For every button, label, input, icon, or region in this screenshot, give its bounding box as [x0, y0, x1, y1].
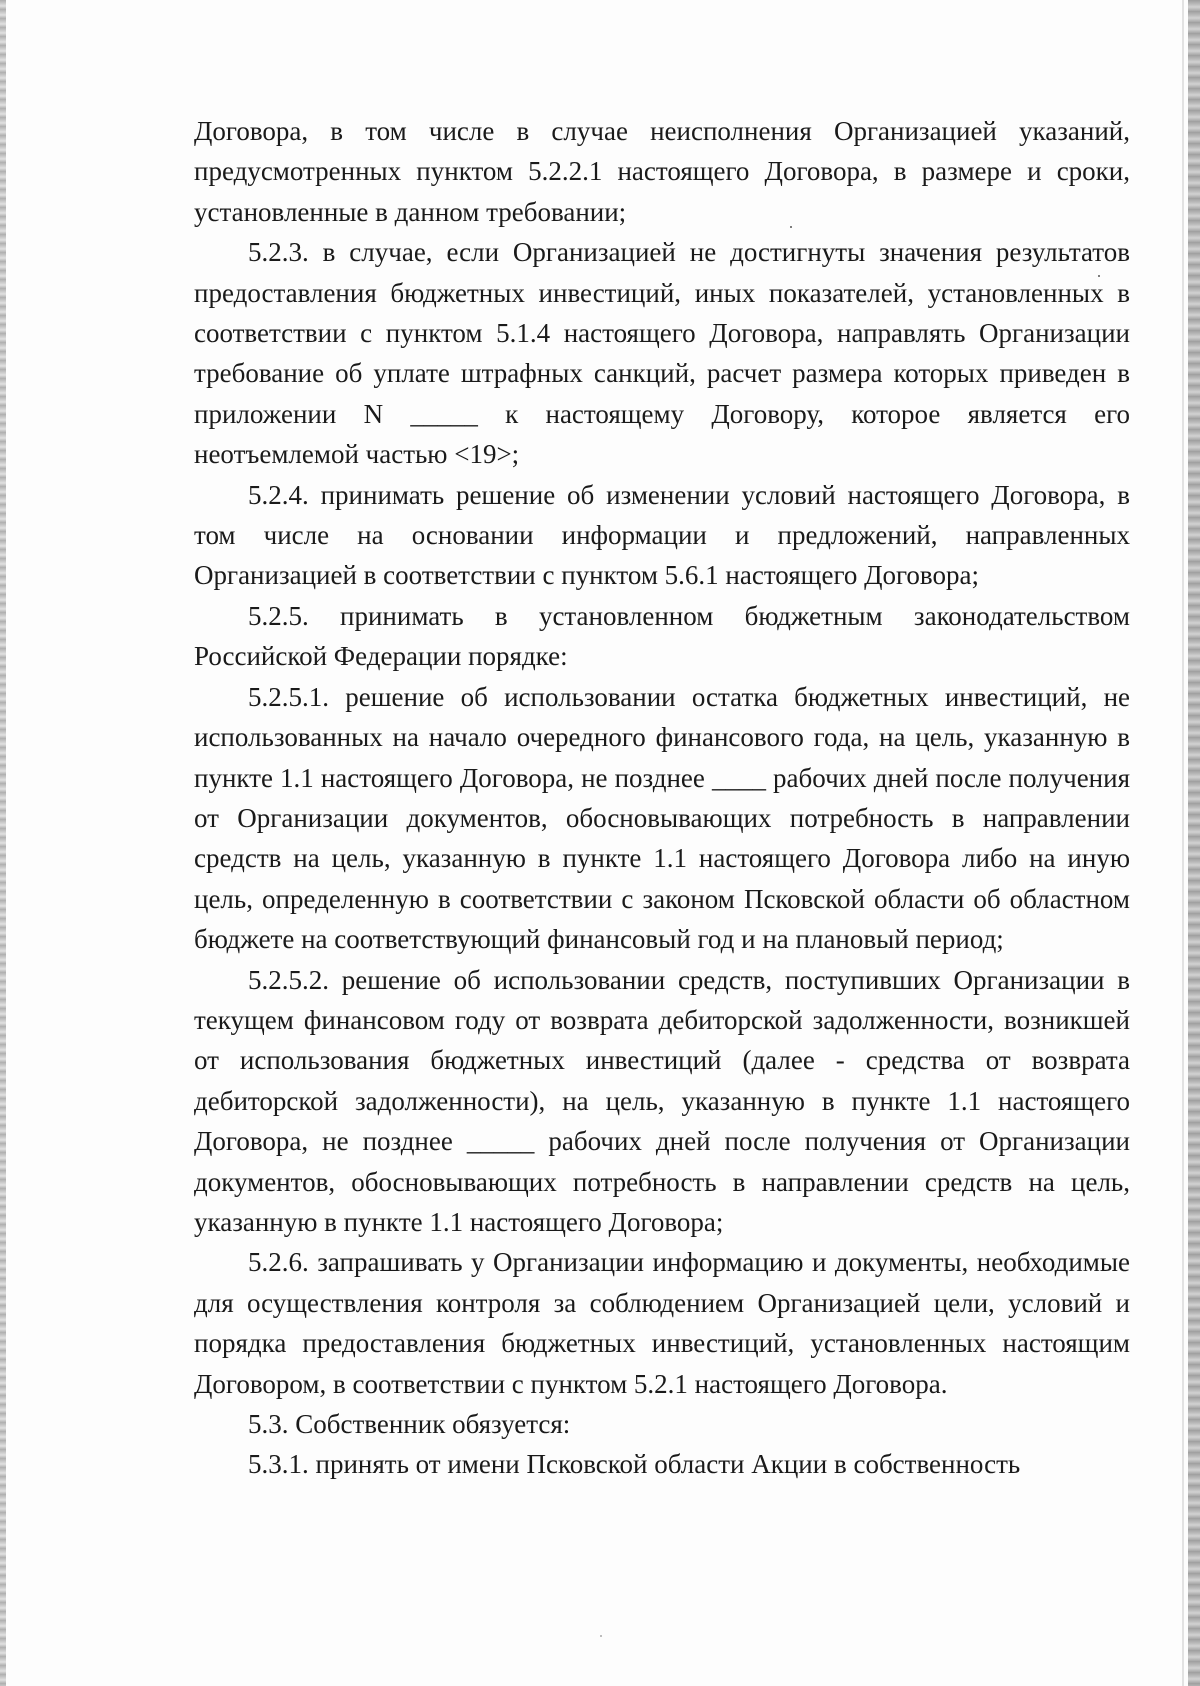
scan-edge-right: [1188, 0, 1200, 1686]
paragraph-5-2-6: 5.2.6. запрашивать у Организации информацию и документы, необходимые для осуществления контроля за соблюдением Организацией цели, условий и порядка предоставления бюджетных инвестиций, установленных настоящим Договором, в соответствии с пунктом 5.2.1 настоящего Договора.: [194, 1247, 1130, 1399]
paragraph-5-3-1: 5.3.1. принять от имени Псковской области Акции в собственность: [248, 1449, 1021, 1480]
scan-speck: [790, 226, 792, 228]
paragraph-5-2-4: 5.2.4. принимать решение об изменении условий настоящего Договора, в том числе на основании информации и предложений, направленных Организацией в соответствии с пунктом 5.6.1 настоящего Договора;: [194, 479, 1130, 591]
paragraph-5-2-5-1: 5.2.5.1. решение об использовании остатка бюджетных инвестиций, не использованных на начало очередного финансового года, на цель, указанную в пункте 1.1 настоящего Договора, не позднее ____ рабочих дней после получения от Организации документов, обосновывающих потребность в направлении средств на цель, указанную в пункте 1.1 настоящего Договора либо на иную цель, определенную в соответствии с законом Псковской области об областном бюджете на соответствующий финансовый год и на плановый период;: [194, 681, 1130, 955]
scan-edge-line: [1182, 0, 1184, 1686]
paragraph-continuation: Договора, в том числе в случае неисполнения Организацией указаний, предусмотренных пунктом 5.2.2.1 настоящего Договора, в размере и сроки, установленные в данном требовании;: [194, 116, 1130, 227]
paragraph-5-2-5: 5.2.5. принимать в установленном бюджетным законодательством Российской Федерации порядке:: [194, 600, 1130, 672]
paragraph-5-3: 5.3. Собственник обязуется:: [248, 1409, 571, 1439]
document-body: [194, 111, 1130, 1485]
scan-speck: [1098, 275, 1100, 277]
paragraph-5-2-3: 5.2.3. в случае, если Организацией не достигнуты значения результатов предоставления бюджетных инвестиций, иных показателей, установленных в соответствии с пунктом 5.1.4 настоящего Договора, направлять Организации требование об уплате штрафных санкций, расчет размера которых приведен в приложении N _____ к настоящему Договору, которое является его неотъемлемой частью <19>;: [194, 237, 1130, 470]
scan-speck: [600, 1635, 602, 1637]
paragraph-5-2-5-2: 5.2.5.2. решение об использовании средств, поступивших Организации в текущем финансовом году от возврата дебиторской задолженности, возникшей от использования бюджетных инвестиций (далее - средства от возврата дебиторской задолженности), на цель, указанную в пункте 1.1 настоящего Договора, не позднее _____ рабочих дней после получения от Организации документов, обосновывающих потребность в направлении средств на цель, указанную в пункте 1.1 настоящего Договора;: [194, 964, 1130, 1237]
scan-edge-left: [0, 0, 6, 1686]
